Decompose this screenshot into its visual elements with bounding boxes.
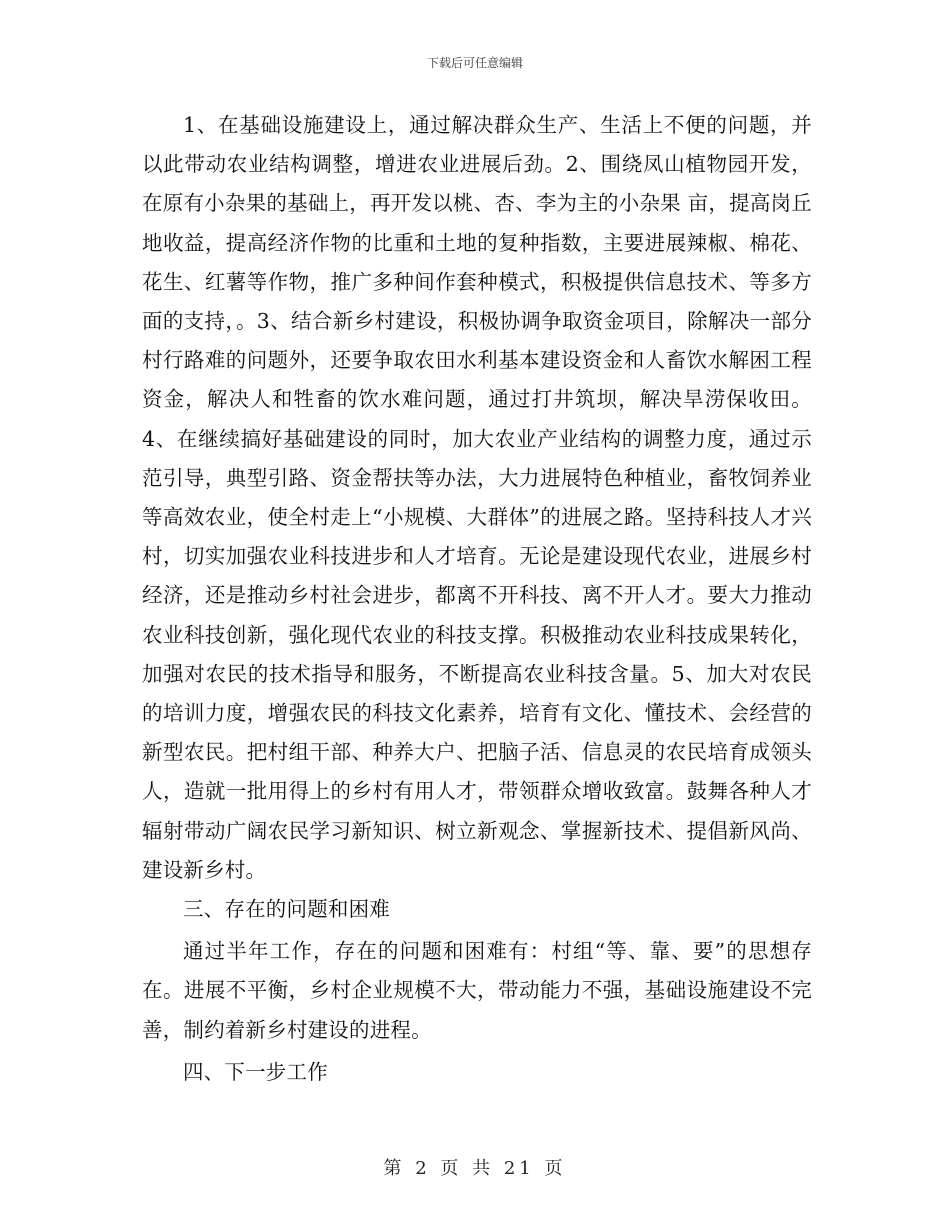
section-heading: 三、存在的问题和困难 (183, 897, 390, 922)
body-paragraph: 通过半年工作，存在的问题和困难有：村组“等、靠、要”的思想存在。进展不平衡，乡村企业规模不大，带动能力不强，基础设施建设不完善，制约着新乡村建设的进程。 (142, 939, 812, 1042)
section-heading: 四、下一步工作 (183, 1059, 328, 1084)
document-body (142, 106, 812, 1095)
page-header: 下载后可任意编辑 (426, 56, 523, 70)
page-number: 第 2 页 共 21 页 (383, 1158, 567, 1179)
body-paragraph: 1、在基础设施建设上，通过解决群众生产、生活上不便的问题，并以此带动农业结构调整，增进农业进展后劲。2、围绕凤山植物园开发，在原有小杂果的基础上，再开发以桃、杏、李为主的小杂果 亩，提高岗丘地收益，提高经济作物的比重和土地的复种指数，主要进展辣椒、棉花、花生、红薯等作物，推广多种间作套种模式，积极提供信息技术、等多方面的支持，。3、结合新乡村建设，积极协调争取资金项目，除解决一部分村行路难的问题外，还要争取农田水利基本建设资金和人畜饮水解困工程资金，解决人和牲畜的饮水难问题，通过打井筑坝，解决旱涝保收田。4、在继续搞好基础建设的同时，加大农业产业结构的调整力度，通过示范引导，典型引路、资金帮扶等办法，大力进展特色种植业，畜牧饲养业等高效农业，使全村走上“小规模、大群体”的进展之路。坚持科技人才兴村，切实加强农业科技进步和人才培育。无论是建设现代农业，进展乡村经济，还是推动乡村社会进步，都离不开科技、离不开人才。要大力推动农业科技创新，强化现代农业的科技支撑。积极推动农业科技成果转化，加强对农民的技术指导和服务，不断提高农业科技含量。5、加大对农民的培训力度，增强农民的科技文化素养，培育有文化、懂技术、会经营的新型农民。把村组干部、种养大户、把脑子活、信息灵的农民培育成领头人，造就一批用得上的乡村有用人才，带领群众增收致富。鼓舞各种人才辐射带动广阔农民学习新知识、树立新观念、掌握新技术、提倡新风尚、建设新乡村。 (142, 113, 812, 882)
